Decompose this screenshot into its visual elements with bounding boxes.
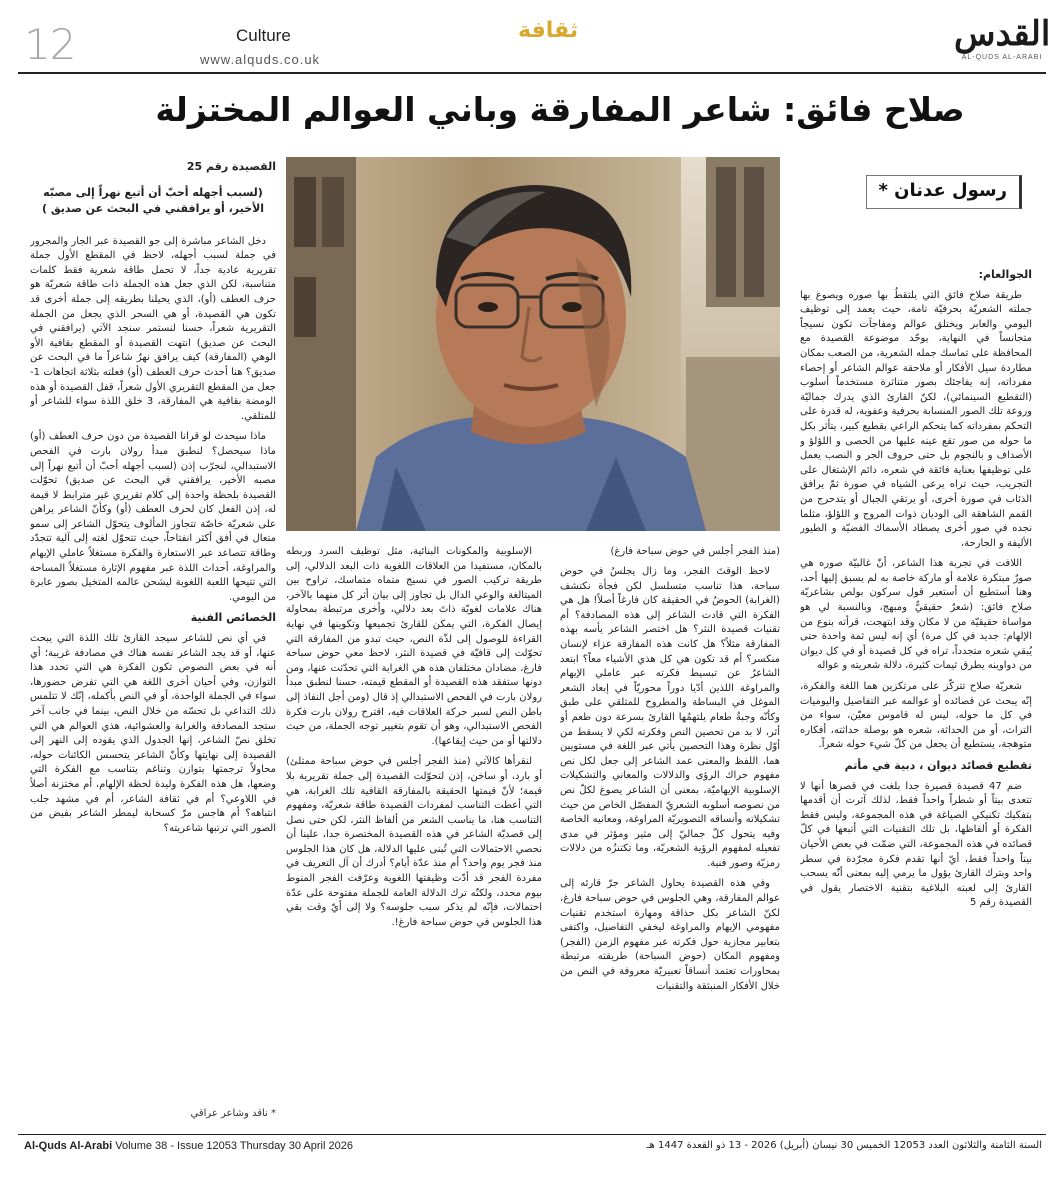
footer-issue-ar: السنة الثامنة والثلاثون العدد 12053 الخميس 30 نيسان (أبريل) 2026 - 13 ذو القعدة 1447 هـ xyxy=(646,1140,1042,1151)
section-name-en: Culture xyxy=(236,26,291,45)
paragraph: ماذا سيحدث لو قرانا القصيدة من دون حرف العطف (أو) ماذا سيحصل؟ لنطبق مبدأ رولان بارت في الفحص الاستبدالي، لنجرّب إذن (لسبب أجهله أحبّ أن أتبع نهراً إلى مصبه الأخير، يرافقني في البحث عن صديق) تحوّلت القصيدة بلحظة واحدة إلى كلام تقريري غير مترابط لا قيمة له، إذن الفعل كان لحرف العطف (أو) وكأنّ الشاعر يراهن على شعريّة خاصّة تتجاوز المألوف يتحوّل الشاعر إلى سمو متعال في أفق أكثر انفتاحاً، حيث تتحوّل لغته إلى آلية تتجدّد وطاقة تتصاعد عبر الاستعارة والفكرة مستغلاً عاملي الإيهام والمراوغة، أحداث اللذة عبر مفهوم الإثارة مستغلاً المساحة التي تتيحها اللعبة اللغوية ليشحن عالمه المتخيل بصور عابرة من اليومي. xyxy=(30,431,276,603)
paragraph: طريقة صلاح فائق التي يلتقطُ بها صوره ويصوغ بها جملته الشعريّة بحرفيّة تامة، حيث يعمد إلى توظيف اليومي والعابر ويختلق عوالم ومفاجآت تكون نسيجاً متجانساً في النهاية، يوحّد موضوعة القصيدة مع المحافظة على تماسك جمله الشعرية، من الصعب بمكان مطاردة سيل الأفكار أو ملاحقة عوالم الشاعر أو إحصاء مفرداته، إنه يفاجئك بصور متناثرة مستخدماً أسلوب (التقطيع السينمائي)، لكنّ القارئ الذي يدرك جماليّة وروعة تلك الصور المنسابة بحرفية وعفوية، له قدرة على التحكم بمفرداته كما يتحكم الراعي بقطيع كبير، يتأثر بكل ما حوله من صور تقع عينه عليها من الحصى و اللؤلؤ و الأصداف و بالنجوم بل حتى حروف الجر و النصب يعمل على توظيفها بعناية فائقة في شعره، دائم الإشتغال على التجريب، حيث تراه يرعى الشياه في صورة ثمّ يرافق الذئاب في صورة أخرى، أو يرتقي الجبال أو يتدحرج من القمم الشاهقة الى الوديان ذوات المروج و اللؤلؤ، مثلما نجده في صور أخرى يصطاد الأسماك الفضيّة و الطيور الأليفة و الجارحة، xyxy=(800,289,1032,549)
article-headline: صلاح فائق: شاعر المفارقة وباني العوالم المختزلة xyxy=(155,90,965,129)
logo-text: القدس xyxy=(954,14,1051,54)
newspaper-logo[interactable] xyxy=(954,14,1050,70)
paragraph: اللافت في تجربة هذا الشاعر، أنّ غالبيّة صوره هي صورٌ مبتكرة علامة أو ماركة خاصة به لم يسبق إليها أحد، وهنا أستطيع أن أستعير قول سركون بولص بشاعريّة صلاح فائق: (شعرٌ حقيقيٌّ ومبهج، وبالنسبة لي هو مواساة حقيقيّة من لا مكان وقد ابتهجت، قرأته بنوع من الإلهام: جديد في كل مرة) أي إنه ليس ثمة واحدة حتى يُبقي شعره متجدداً، تراه في كل قصيدة أو في كل ديوان من دواوينه يطرق ثيمات كثيرة، دلالة شعريته و عواله xyxy=(800,558,1032,672)
logo-subtitle: AL-QUDS AL-ARABI xyxy=(961,54,1043,61)
column-subheading: الجوالعام: xyxy=(978,268,1032,281)
paragraph: وفي هذه القصيدة يحاول الشاعر جرّ قارئه إلى عوالم المفارقة، وهي الجلوس في حوض سباحة فارغ، لكنّ الشاعر بكل حذاقة ومهارة استخدم تقنيات مفهومي الإيهام والمراوغة ليخفي التفاصيل، واكتفى بتعابير مجازية حول فكرته عبر مفهوم الزمن (الفجر) ومفهوم المكان (حوض السباحة) طريقته مرتبطة بمحاورات تعتمد أنساقاً تعبيريّة معروفة في النص من خلال الأفكار المنبثقة والتقنيات xyxy=(560,878,780,992)
website-link[interactable]: www.alquds.co.uk xyxy=(200,52,321,67)
column-subheading: تقطيع قصائد ديوان ، دبية في مأتم xyxy=(844,759,1032,772)
author-byline: رسول عدنان * xyxy=(878,180,1007,201)
section-name-ar: ثقافة xyxy=(518,18,579,43)
paragraph: لاحظ الوقتَ الفجر، وما زال يجلسُ في حوض سباحة، هذا تناسب متسلسل لكن فجأة نكتشف (الغرابة) الحوضُ في الحقيقة كان فارغاً أصلاً! هل هي الفكرة التي قادت الشاعر إلى هذه المصادفة؟ أم تقنيات قصيدة النثر؟ هل اختصر الشاعر يأسه بهذه المفارقة مثلاً؟ هل كانت هذه المفارقة عزاء لإنسان منكسر؟ أم قد تكون هي كل هذي الأشياء معاً؟ ابتعد الشاعرُ عن تبسيط فكرته عبر عاملي الإيهام والمراوغة اللذين أدّيا دوراً محوريّاً في إبعاد الشعر الموغل في البساطة والمطروح للمتلقي على طبق وكأنّه وجبةُ طعام يلتهمُها القارئ بسرعة دون طعم أو أثر، لا بد من تحصين النص وفكرته لكي لا يسقط من أوّل نظرة وهذا التحصين يأتي عبر اللغة في مستويين هما، اللفظ والمعنى عمد الشاعر إلى جعل لكل نص مفهوم حراك الرؤى والدلالات والمعاني والتشكيلات الإسلوبية الإيهاميّة، بمعنى أن الشاعر يصوغ لكلّ نص من نصوصه أسلوبه الشعريّ المفصّل الخاص من حيث تشكيلاته وأنساقه التصويريّة المراوغة، ومعانيه الخاصة وفيه يتحول كلّ جماليّ إلى مثير ومؤثر في مدى تفعيله لمفهوم الرؤية الشعريّة، وما تكتنزُه من دلالات رمزيّة وصور فنية. xyxy=(560,566,780,869)
byline-box xyxy=(866,175,1022,209)
paragraph: ضم 47 قصيدة قصيرة جدا بلغت في قصرها أنها لا تتعدى بيتاً أو شطراً واحداً فقط، لذلك آثرت أن أقدمها بتفكيك تكنيكي الصياغة في هذه المجموعة، وليس فقط الفكرة أو ألفاظها، بل تلك التقنيات التي أتبعها في كلّ قصائده في هذه المجموعة، التي ضمّت في بعض الأحيان بيتاً واحداً فقط، أيّ أنها تقدم فكرة مجرّدة في سطر واحد وبترك القارئ يؤول ما يرمي إليه بمعنى أنّه يسحب القارئ إلى لعبته البلاغية بتقنية الاختصار يقول في القصيدة رقم 5 xyxy=(800,780,1032,909)
photo-caption: (منذ الفجر أجلس في حوض سباحة فارغ) xyxy=(610,546,780,557)
page-number: 12 xyxy=(24,20,76,69)
paragraph: دخل الشاعر مباشرة إلى جو القصيدة عبر الجار والمجرور في جملة لسبب أجهله، لاحظ في المقطع الأول جملة تقريرية عادية جداً، لا تحمل طاقة شعرية فقط كلمات متناسبة، لكن الذي جعل هذه الجملة ذات طاقة شعريّة هو حرف العطف (أو)، الذي يحيلنا بطريقه إلى جملة أخرى قد تكون هي القصيدة، أو هي السحر الذي يجعل من الجملة التقريرية شعراً، حسنا لنستمر سنجد الآتي (يرافقني في البحث عن صديق) انتهت القصيدة أو المقطع بقافية الأو الوهي (المفارقة) كيف يرافق نهرٌ شاعراً ما في البحث عن صديق؟ هنا أحدث حرف العطف (أو) فعلته بثلاثة اتجاهات 1- جعل من المقطع التقريري الأول شعراً، قفل القصيدة أو هذه الومضة بقافية هي المفارقة، 3 خلق اللذة سواء للشاعر أو للمتلقي. xyxy=(30,235,276,422)
footer-issue-en xyxy=(24,1140,353,1152)
article-column-1 xyxy=(800,262,1032,1122)
paragraph: لنقرأها كالآتي (منذ الفجر أجلس في حوض سباحة ممتلئ) أو بارد، أو ساخن، إذن لتحوّلت القصيدة إلى جملة تقريرية بلا قيمة؛ لأنّ قيمتها الحقيقة بالمفارقة القافية تلك الغرابة، هي التي أعطت التناسب لمفردات القصيدة طاقة شعريّة، ومفهوم التناسب هنا، ما يناسب الشعر من ألفاظ النثر، لكن حتى نصل إلى قصديّة الشاعر في هذه القصيدة المختصرة جدا، علينا أن نحصي الاحتمالات التي تُبنى عليها الدلالة، هل كان هذا الجلوس منذ فجر يوم واحد؟ أم منذ عدّة أيام؟ أدرك أن آل التعريف في مفردة الفجر قد أدّت وظيفتها اللغوية وعرّفت الفجر المنوط بيوم محدد، ولكنّه ترك الدلالة العامة للجملة مفتوحة على عدّة احتمالات، فإنّه لم يذكر سبب جلوسه؟ ولا إلى أيّ وقت بقي هذا الجلوس في حوض سباحة فارغ!. xyxy=(286,756,542,928)
poem-title: القصيدة رقم 25 xyxy=(186,160,276,173)
header-rule xyxy=(18,72,1046,74)
paragraph: الإسلوبية والمكونات البنائية، مثل توظيف السرد وربطه بالمكان، مستفيدا من العلاقات اللغوية ذات البعد الدلالي، إلى طريقة تركيب الصور في نسيج متماه متماسك، تراوح بين الميتالغة والوعي الدال بل تجاوز إلى بيان أثر كل منهما بالآخر، هناك علامات لغويّة ذاتَ بعد دلالي، وأخرى مرتبطة بمحاولة إيصال الفكرة، التي يمكن للقارئ تجميعها وتكوينها في نهاية القراءة للوصول إلى لذّة النص، حيث تبدو من المفارقة التي تحوّلت إلى قافيّة في قصيدة النثر، لاحظ معي حوض سباحة فارغ، مضادان مختلفان هذه هي الغرابة التي تحدّثت عنها، ومن دونها ستفقد هذه القصيدة أو المقطع قيمته، حسنا لنطبق مبدأ رولان بارت في الفحص الاستبدالي إذ قال (ومن أجل النفاذ إلى باطن النص لسبر حركة العلاقات فيه، اقترح رولان بارت فكرة الفحص الاستبدالي، وهو أن تقوم بتغيير توجه الجملة، من حيث دلالتها أو من حيث إيقاعها). xyxy=(286,546,542,747)
article-column-3 xyxy=(286,545,542,1125)
column-subheading: الخصائص الفنية xyxy=(190,611,276,625)
poem-quote: (لسبب أجهله أحبّ أن أتبع نهراً إلى مصبّه الأخير، أو يرافقني في البحث عن صديق ) xyxy=(41,185,265,215)
paper-name: Al-Quds Al-Arabi xyxy=(24,1140,113,1152)
page-header xyxy=(18,14,1051,70)
paragraph: في أي نص للشاعر سيجد القارئ تلك اللذة التي يبحث عنها، أو قد يجد الشاعر نفسه هناك في مصادفة غريبة؛ أي أنه في بعض النصوص تكون الفكرة هي التي تحدد هذا التوازن، وفي أحيان أخرى اللغة هي التي تفرض حضورها، سواء في الجملة الواحدة، أو في النص بأكمله، إنّك لا تتلمس ذلك التداعي بل تحسّه من خلال النص، بينما في جانب آخر ستجد المصادفة والغرابة والعشوائية، هذي العوالم هي التي تخلق نصّ الشاعر، إنها الجدول الذي يقوده إلى النهر إلى القصيدة إلى نهايتها وكأنّ الشاعر يتحسس الكائنات حوله، محاولاً ترجمتها بتوازن وتناغم يتناسب مع الفكرة التي وضعها، هل هذه الفكرة وليدة لحظة الإلهام، أم مختزنة أصلاً في اللاوعي؟ أم في ثقافة الشاعر، أم في مشهد جلب انتباهه؟ أم هاجس مرّ كسحابة ليمطر الشاعر بفيض من الصور التي ترتبها شاعريته؟ xyxy=(30,633,276,834)
paragraph: شعريّة صلاح تتركّز على مرتكزين هما اللغة والفكرة، إنّه يبحث عن قصائده أو عوالمه عبر التفاصيل واليوميات في كل ما حوله، ليس له قاموس معيّن، سواء من التراث، أو من الحداثة، شعره هو بوصلة حداثته، أفكاره متوهجة، يستطيع أن يجعل من كلّ شيء حوله شعراً. xyxy=(800,681,1032,751)
author-footnote: * ناقد وشاعر عراقي xyxy=(190,1108,276,1119)
article-column-4 xyxy=(30,160,276,1100)
issue-info: Volume 38 - Issue 12053 Thursday 30 April 2026 xyxy=(115,1140,353,1152)
footer-rule xyxy=(18,1134,1046,1135)
portrait-photo xyxy=(286,157,780,531)
article-column-2 xyxy=(560,565,780,1125)
